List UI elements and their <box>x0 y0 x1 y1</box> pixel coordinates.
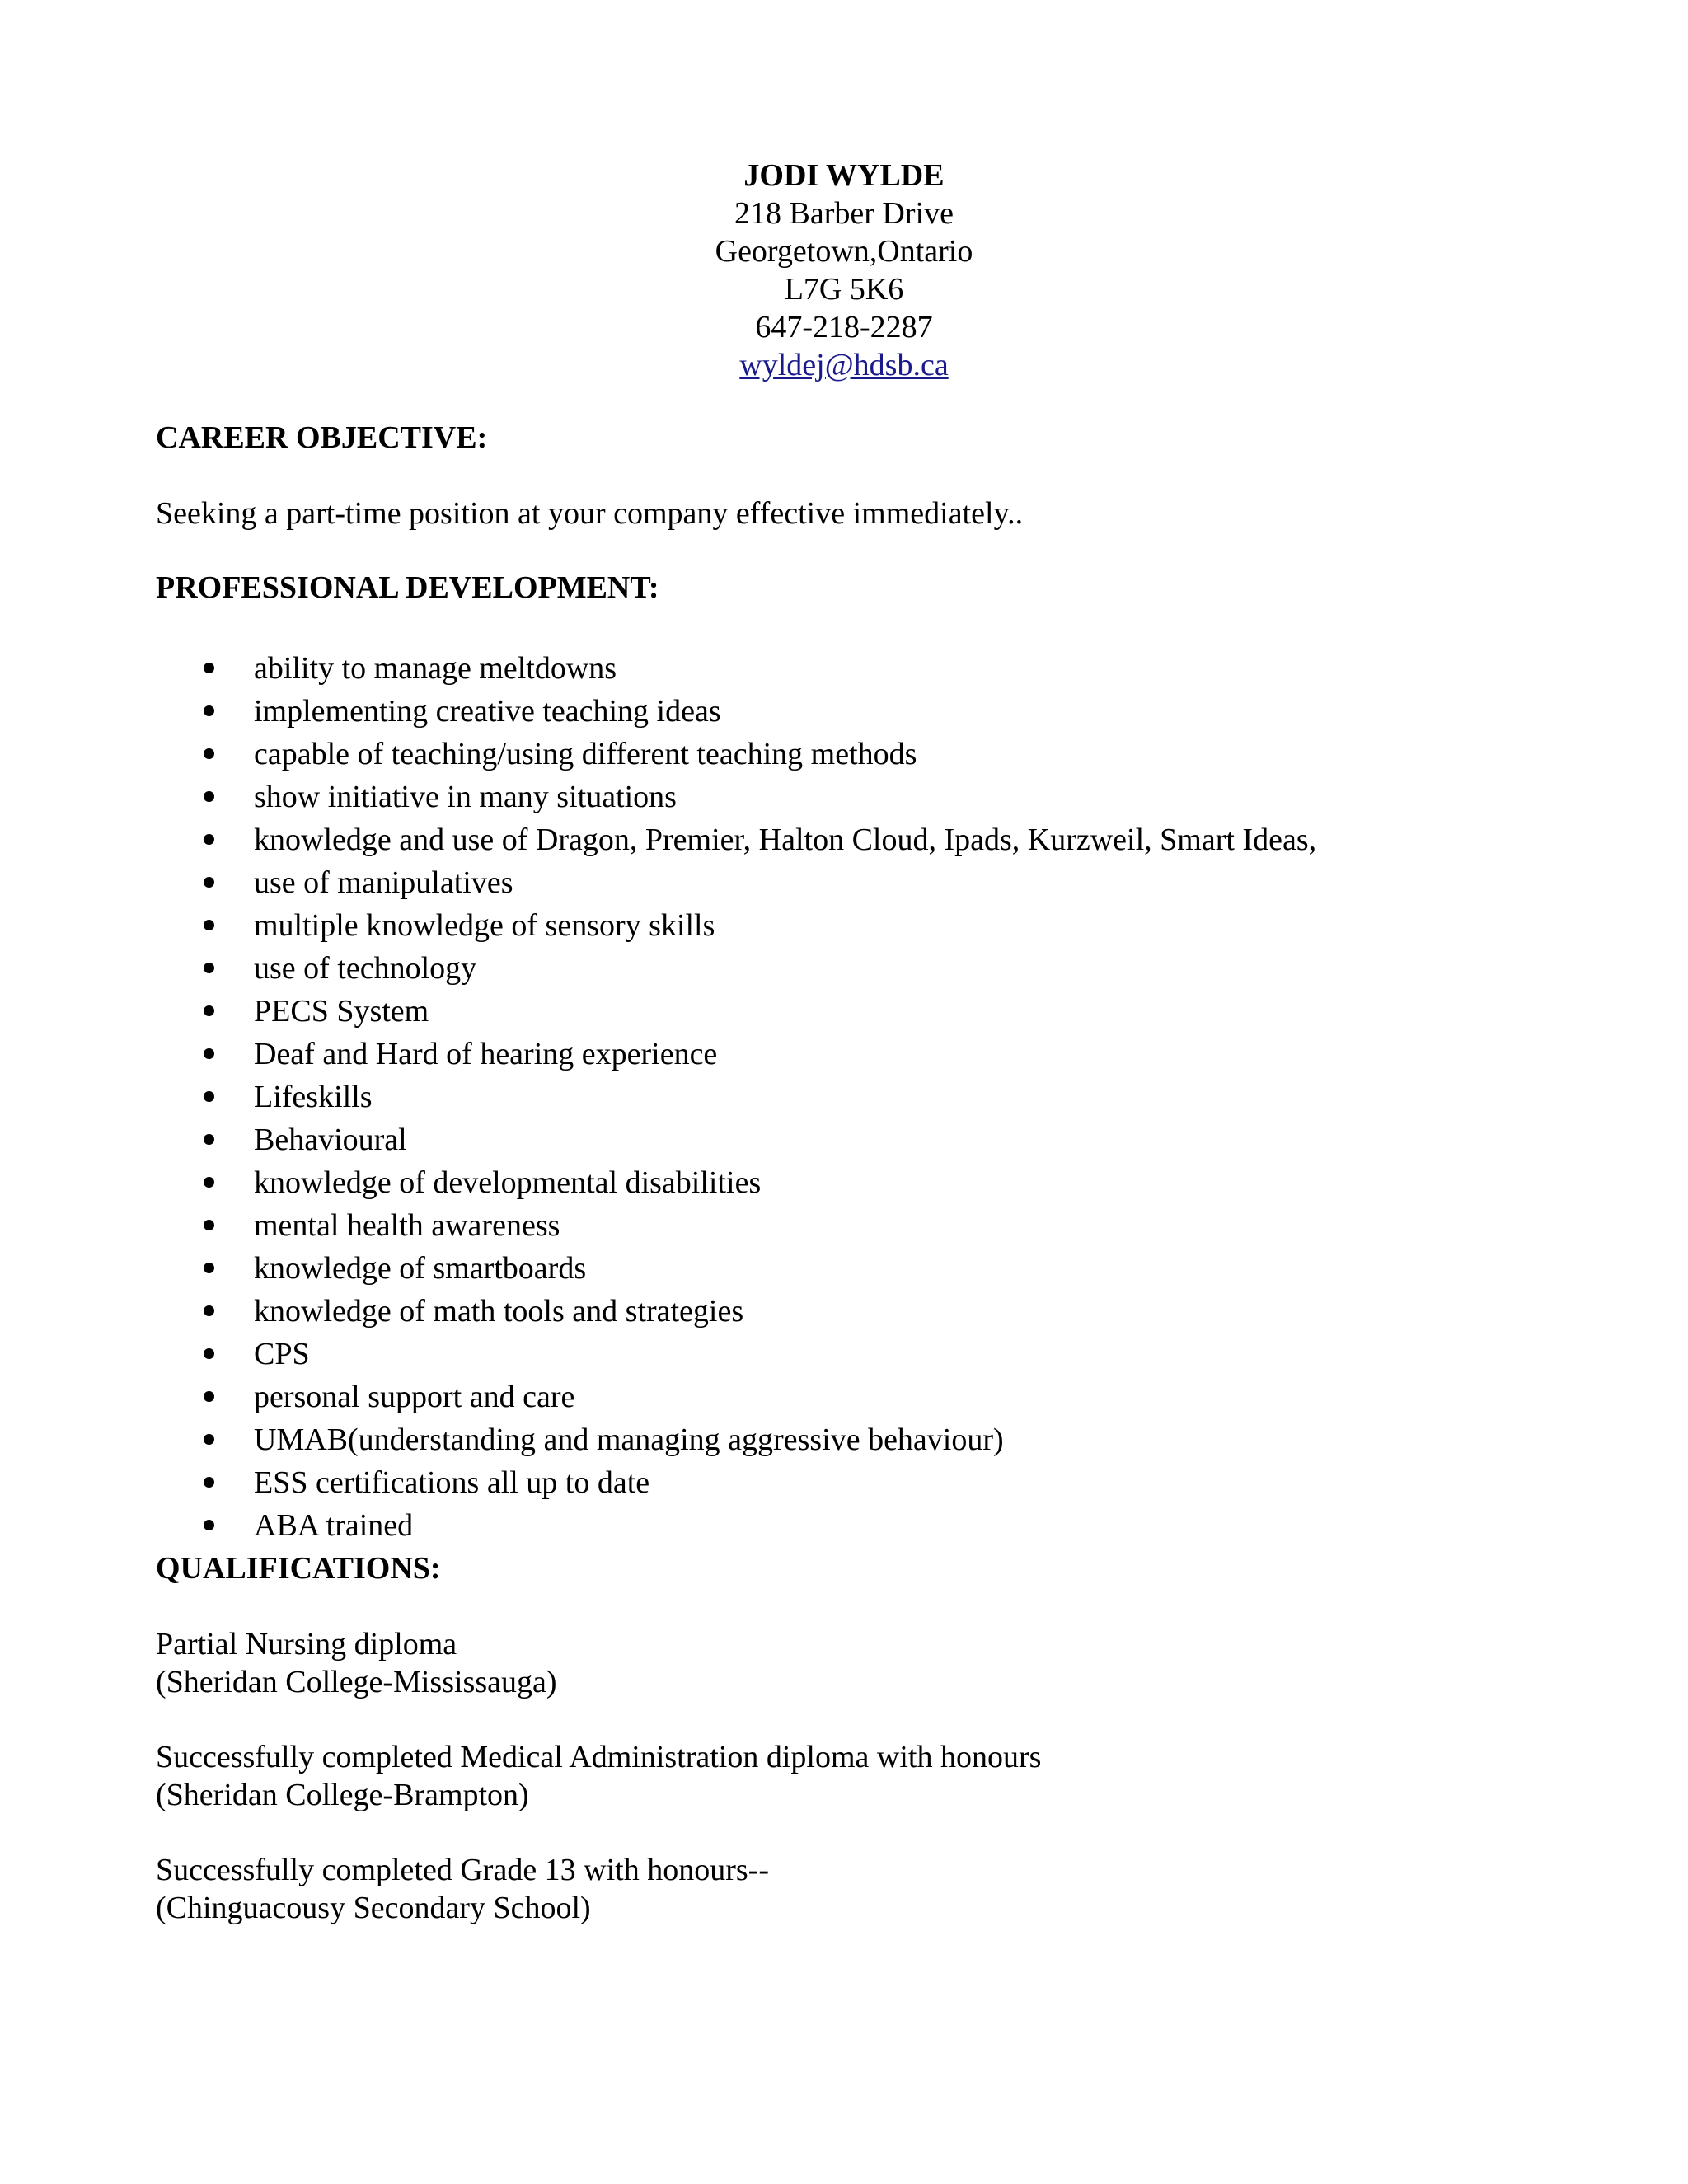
postal-code: L7G 5K6 <box>784 272 904 307</box>
list-item-text: Lifeskills <box>254 1080 373 1114</box>
list-item <box>156 949 1316 992</box>
list-item <box>156 735 1316 778</box>
contact-header <box>0 157 1688 384</box>
list-item-text: personal support and care <box>254 1380 575 1414</box>
list-item-text: ESS certifications all up to date <box>254 1465 650 1500</box>
bullet-icon <box>204 963 214 973</box>
email-link[interactable]: wyldej@hdsb.ca <box>739 348 949 382</box>
bullet-icon <box>204 920 214 930</box>
list-item <box>156 692 1316 735</box>
list-item-text: knowledge of smartboards <box>254 1251 587 1286</box>
qualification-entry <box>156 1738 1041 1814</box>
list-item <box>156 992 1316 1035</box>
list-item <box>156 1378 1316 1421</box>
bullet-icon <box>204 1520 214 1530</box>
list-item <box>156 778 1316 821</box>
list-item <box>156 1335 1316 1378</box>
list-item <box>156 907 1316 949</box>
qualification-school: (Sheridan College-Brampton) <box>156 1778 529 1812</box>
list-item-text: knowledge and use of Dragon, Premier, Halton Cloud, Ipads, Kurzweil, Smart Ideas, <box>254 823 1317 857</box>
qualifications-heading: QUALIFICATIONS: <box>156 1551 441 1586</box>
applicant-name: JODI WYLDE <box>743 158 945 193</box>
list-item-text: use of manipulatives <box>254 865 513 900</box>
list-item <box>156 1249 1316 1292</box>
list-item-text: Deaf and Hard of hearing experience <box>254 1037 718 1071</box>
list-item-text: knowledge of math tools and strategies <box>254 1294 744 1329</box>
list-item <box>156 1035 1316 1078</box>
bullet-icon <box>204 1391 214 1402</box>
list-item-text: mental health awareness <box>254 1208 560 1243</box>
bullet-icon <box>204 877 214 888</box>
bullet-icon <box>204 1091 214 1102</box>
list-item-text: show initiative in many situations <box>254 780 677 814</box>
list-item-text: capable of teaching/using different teaching methods <box>254 737 917 771</box>
street-address: 218 Barber Drive <box>734 196 954 231</box>
list-item-text: multiple knowledge of sensory skills <box>254 908 715 943</box>
qualification-entry <box>156 1625 557 1701</box>
list-item-text: ABA trained <box>254 1508 414 1543</box>
phone-number: 647-218-2287 <box>755 310 933 344</box>
bullet-icon <box>204 1434 214 1445</box>
bullet-icon <box>204 1005 214 1016</box>
list-item <box>156 1507 1316 1549</box>
list-item <box>156 1421 1316 1464</box>
bullet-icon <box>204 1263 214 1273</box>
bullet-icon <box>204 1220 214 1230</box>
list-item <box>156 1121 1316 1164</box>
professional-development-heading: PROFESSIONAL DEVELOPMENT: <box>156 570 659 605</box>
bullet-icon <box>204 791 214 802</box>
list-item <box>156 821 1316 864</box>
list-item-text: PECS System <box>254 994 429 1029</box>
list-item <box>156 1292 1316 1335</box>
qualification-title: Partial Nursing diploma <box>156 1627 457 1661</box>
list-item <box>156 1464 1316 1507</box>
bullet-icon <box>204 1305 214 1316</box>
professional-development-list <box>156 649 1316 1549</box>
list-item-text: UMAB(understanding and managing aggressive behaviour) <box>254 1422 1004 1457</box>
list-item-text: use of technology <box>254 951 477 986</box>
qualification-entry <box>156 1851 769 1927</box>
list-item-text: CPS <box>254 1337 310 1371</box>
qualification-school: (Sheridan College-Mississauga) <box>156 1665 557 1699</box>
list-item <box>156 649 1316 692</box>
bullet-icon <box>204 1348 214 1359</box>
career-objective-text: Seeking a part-time position at your company effective immediately.. <box>156 496 1024 531</box>
list-item-text: knowledge of developmental disabilities <box>254 1165 762 1200</box>
list-item <box>156 1078 1316 1121</box>
bullet-icon <box>204 748 214 759</box>
city-province: Georgetown,Ontario <box>715 234 973 269</box>
bullet-icon <box>204 705 214 716</box>
bullet-icon <box>204 1134 214 1145</box>
qualification-title: Successfully completed Medical Administration diploma with honours <box>156 1740 1042 1774</box>
list-item-text: Behavioural <box>254 1122 407 1157</box>
bullet-icon <box>204 663 214 673</box>
career-objective-heading: CAREER OBJECTIVE: <box>156 420 488 455</box>
bullet-icon <box>204 834 214 845</box>
list-item <box>156 1164 1316 1207</box>
list-item <box>156 864 1316 907</box>
list-item <box>156 1207 1316 1249</box>
qualification-school: (Chinguacousy Secondary School) <box>156 1891 591 1925</box>
qualification-title: Successfully completed Grade 13 with honours-- <box>156 1853 769 1887</box>
bullet-icon <box>204 1177 214 1188</box>
bullet-icon <box>204 1477 214 1488</box>
list-item-text: implementing creative teaching ideas <box>254 694 721 729</box>
bullet-icon <box>204 1048 214 1059</box>
list-item-text: ability to manage meltdowns <box>254 651 617 686</box>
